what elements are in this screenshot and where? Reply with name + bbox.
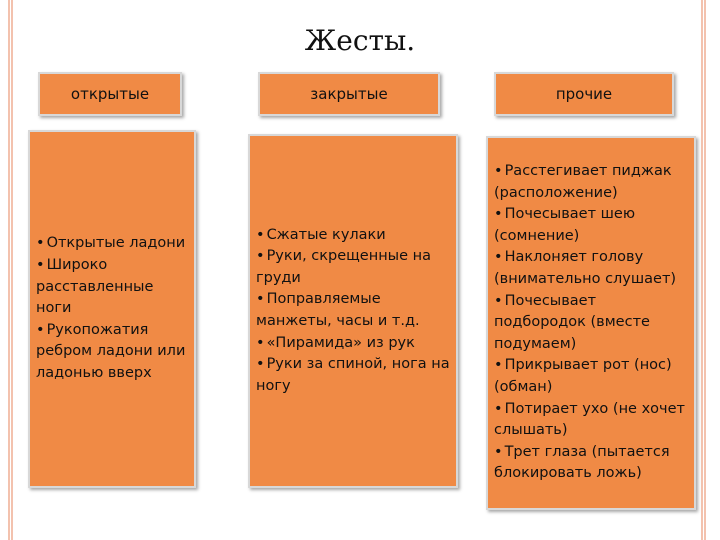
list-item: • Расстегивает пиджак (расположение): [494, 163, 672, 201]
page-title: Жесты.: [304, 24, 416, 57]
header-closed-label: закрытые: [310, 85, 388, 103]
list-item: • Трет глаза (пытается блокировать ложь): [494, 443, 670, 482]
decorative-left-border: [8, 0, 13, 540]
list-closed: [256, 225, 452, 398]
header-other-label: прочие: [555, 85, 613, 103]
list-item: • Широко расставленные ноги: [36, 257, 154, 317]
list-item: • Открытые ладони: [36, 235, 186, 252]
list-item: • Руки, скрещенные на груди: [256, 248, 432, 286]
list-item: • Прикрывает рот (нос) (обман): [494, 357, 672, 395]
header-closed: [258, 72, 440, 116]
content-closed: [248, 134, 458, 488]
list-item: • Поправляемые манжеты, часы и т.д.: [256, 291, 420, 329]
header-other: [494, 72, 674, 116]
list-item: • Почесывает шею (сомнение): [494, 206, 636, 244]
list-item: • Потирает ухо (не хочет слышать): [494, 400, 685, 439]
list-item: • Сжатые кулаки: [256, 226, 386, 243]
header-open: [38, 72, 182, 116]
header-open-label: открытые: [70, 85, 150, 103]
content-other: [486, 136, 696, 510]
list-item: • Почесывает подбородок (вместе подумаем): [494, 292, 650, 352]
list-open: [36, 233, 190, 384]
list-item: • Наклоняет голову (внимательно слушает): [494, 249, 677, 288]
list-item: • Руки за спиной, нога на ногу: [256, 356, 450, 394]
list-other: [494, 161, 690, 485]
list-item: • «Пирамида» из рук: [256, 334, 415, 351]
decorative-right-border: [701, 0, 706, 540]
list-item: • Рукопожатия ребром ладони или ладонью вверх: [36, 321, 186, 381]
content-open: [28, 130, 196, 488]
